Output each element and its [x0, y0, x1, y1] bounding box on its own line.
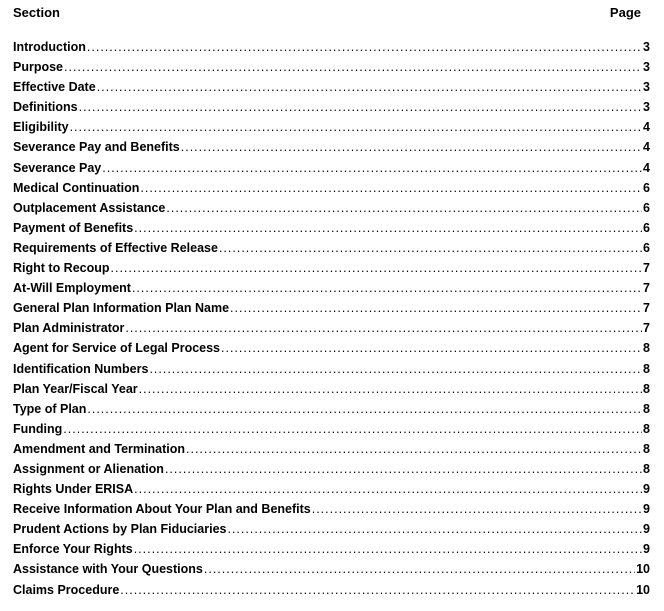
- dot-leader: [132, 278, 642, 298]
- toc-entry-title: Amendment and Termination: [13, 441, 186, 456]
- page-column-header: Page: [609, 5, 641, 20]
- toc-entry-title: Plan Year/Fiscal Year: [13, 381, 138, 396]
- toc-entry: [13, 238, 650, 258]
- toc-entry-title: Prudent Actions by Plan Fiduciaries: [13, 522, 227, 537]
- toc-entry-page: 8: [643, 381, 650, 396]
- toc-entry: [13, 318, 650, 338]
- toc-entry: [13, 198, 650, 218]
- toc-entry-title: Plan Administrator: [13, 321, 125, 336]
- dot-leader: [79, 97, 642, 117]
- toc-entry-title: Definitions: [13, 100, 78, 115]
- toc-entry-page: 3: [643, 100, 650, 115]
- toc-entry-page: 7: [643, 261, 650, 276]
- toc-entry-page: 8: [643, 441, 650, 456]
- toc-entry-title: Severance Pay and Benefits: [13, 140, 180, 155]
- toc-entry-page: 8: [643, 341, 650, 356]
- dot-leader: [97, 77, 642, 97]
- toc-entry-title: Medical Continuation: [13, 180, 140, 195]
- toc-entry-page: 3: [643, 80, 650, 95]
- toc-entry-page: 3: [643, 60, 650, 75]
- toc-entry: [13, 137, 650, 157]
- dot-leader: [219, 238, 642, 258]
- toc-entry-title: Agent for Service of Legal Process: [13, 341, 221, 356]
- toc-entry: [13, 117, 650, 137]
- toc-entry-title: Requirements of Effective Release: [13, 240, 218, 255]
- toc-entry: [13, 479, 650, 499]
- dot-leader: [149, 359, 642, 379]
- toc-entry-title: Payment of Benefits: [13, 220, 134, 235]
- dot-leader: [140, 178, 642, 198]
- toc-entry: [13, 278, 650, 298]
- toc-entry: [13, 178, 650, 198]
- dot-leader: [102, 158, 642, 178]
- toc-entry-title: Right to Recoup: [13, 261, 110, 276]
- toc-entry-page: 7: [643, 281, 650, 296]
- toc-entry-title: Enforce Your Rights: [13, 542, 133, 557]
- toc-entry: [13, 77, 650, 97]
- dot-leader: [165, 459, 642, 479]
- toc-entry-page: 8: [643, 361, 650, 376]
- section-column-header: Section: [13, 5, 60, 20]
- dot-leader: [134, 218, 642, 238]
- toc-entries: [13, 37, 650, 600]
- toc-entry-page: 9: [643, 482, 650, 497]
- dot-leader: [125, 318, 642, 338]
- table-of-contents: [13, 0, 650, 597]
- dot-leader: [134, 479, 642, 499]
- toc-entry-page: 7: [643, 301, 650, 316]
- dot-leader: [111, 258, 643, 278]
- dot-leader: [227, 519, 642, 539]
- dot-leader: [120, 580, 635, 600]
- dot-leader: [204, 559, 635, 579]
- toc-entry: [13, 539, 650, 559]
- dot-leader: [166, 198, 642, 218]
- toc-entry-page: 4: [643, 160, 650, 175]
- toc-entry-page: 10: [636, 562, 650, 577]
- toc-entry: [13, 97, 650, 117]
- toc-entry-page: 6: [643, 180, 650, 195]
- toc-entry-page: 9: [643, 542, 650, 557]
- toc-entry-title: At-Will Employment: [13, 281, 131, 296]
- toc-entry-page: 6: [643, 220, 650, 235]
- toc-entry: [13, 258, 650, 278]
- dot-leader: [312, 499, 642, 519]
- toc-entry: [13, 459, 650, 479]
- toc-entry-page: 8: [643, 401, 650, 416]
- toc-entry: [13, 37, 650, 57]
- toc-entry-title: Identification Numbers: [13, 361, 149, 376]
- toc-entry-title: Assistance with Your Questions: [13, 562, 203, 577]
- toc-entry-page: 6: [643, 200, 650, 215]
- toc-entry-title: Effective Date: [13, 80, 96, 95]
- toc-entry: [13, 580, 650, 600]
- toc-entry-title: Receive Information About Your Plan and Benefits: [13, 502, 311, 517]
- toc-entry: [13, 559, 650, 579]
- toc-entry-page: 9: [643, 522, 650, 537]
- toc-entry-page: 9: [643, 502, 650, 517]
- toc-entry: [13, 158, 650, 178]
- toc-entry-title: Claims Procedure: [13, 582, 120, 597]
- toc-entry-page: 4: [643, 120, 650, 135]
- toc-entry: [13, 499, 650, 519]
- dot-leader: [87, 37, 642, 57]
- toc-entry-title: General Plan Information Plan Name: [13, 301, 230, 316]
- toc-entry-page: 8: [643, 421, 650, 436]
- toc-entry-title: Rights Under ERISA: [13, 482, 134, 497]
- toc-entry-page: 3: [643, 40, 650, 54]
- toc-entry-page: 6: [643, 240, 650, 255]
- toc-entry-title: Type of Plan: [13, 401, 87, 416]
- dot-leader: [139, 379, 642, 399]
- toc-entry: [13, 57, 650, 77]
- dot-leader: [63, 419, 642, 439]
- toc-entry-title: Assignment or Alienation: [13, 461, 164, 476]
- dot-leader: [230, 298, 642, 318]
- toc-entry-title: Purpose: [13, 60, 64, 75]
- toc-entry-title: Outplacement Assistance: [13, 200, 166, 215]
- dot-leader: [87, 399, 642, 419]
- dot-leader: [181, 137, 642, 157]
- toc-entry-page: 4: [643, 140, 650, 155]
- dot-leader: [186, 439, 642, 459]
- toc-entry-title: Severance Pay: [13, 160, 102, 175]
- dot-leader: [64, 57, 642, 77]
- toc-entry-page: 8: [643, 461, 650, 476]
- dot-leader: [221, 338, 642, 358]
- toc-entry: [13, 439, 650, 459]
- toc-entry-title: Funding: [13, 421, 63, 436]
- toc-entry: [13, 519, 650, 539]
- toc-entry-title: Eligibility: [13, 120, 69, 135]
- toc-entry: [13, 399, 650, 419]
- dot-leader: [70, 117, 642, 137]
- toc-entry-page: 10: [636, 582, 650, 597]
- toc-entry-page: 7: [643, 321, 650, 336]
- toc-entry: [13, 359, 650, 379]
- dot-leader: [134, 539, 642, 559]
- toc-entry-title: Introduction: [13, 40, 86, 54]
- toc-entry: [13, 379, 650, 399]
- toc-entry: [13, 338, 650, 358]
- toc-entry: [13, 218, 650, 238]
- toc-entry: [13, 298, 650, 318]
- toc-entry: [13, 419, 650, 439]
- toc-header: [13, 0, 650, 27]
